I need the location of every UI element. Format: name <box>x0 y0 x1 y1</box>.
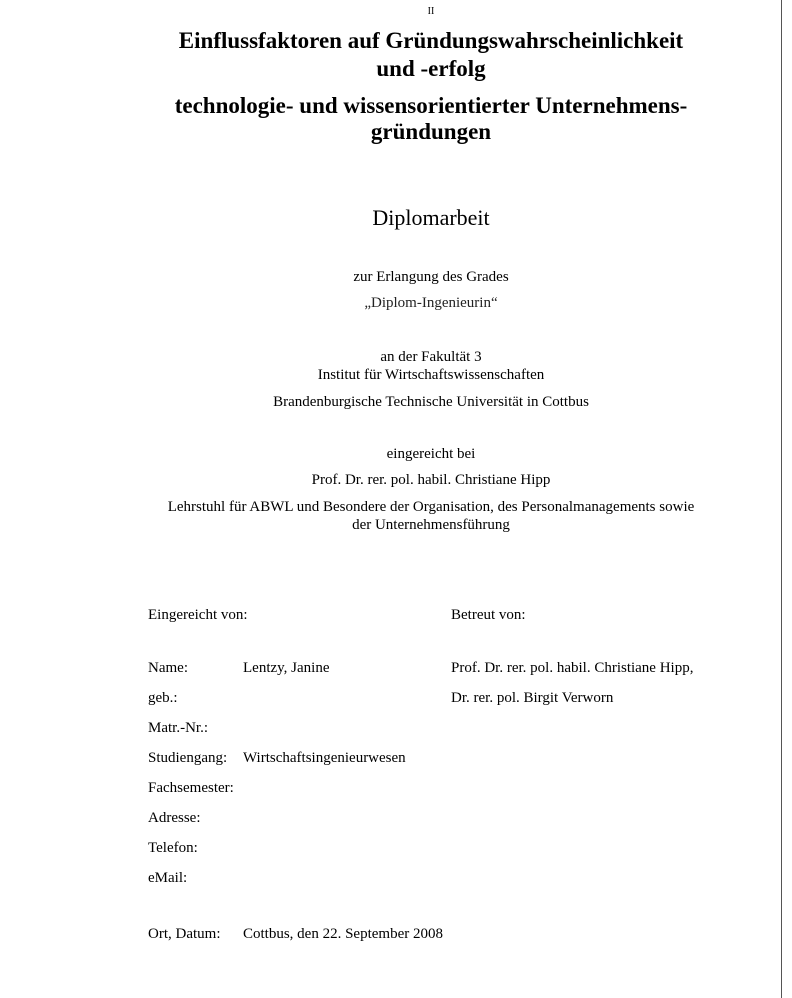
title-line-2: und -erfolg <box>376 56 486 81</box>
field-label-birth: geb.: <box>148 690 178 706</box>
field-value-name: Lentzy, Janine <box>243 660 330 676</box>
field-label-email: eMail: <box>148 870 188 886</box>
degree-name: „Diplom-Ingenieurin“ <box>364 295 498 311</box>
submission-professor: Prof. Dr. rer. pol. habil. Christiane Hipp <box>311 472 551 488</box>
field-label-semester: Fachsemester: <box>148 780 234 796</box>
field-label-name: Name: <box>148 660 188 676</box>
place-date-label: Ort, Datum: <box>148 926 221 942</box>
page-number: II <box>427 6 435 17</box>
university: Brandenburgische Technische Universität in Cottbus <box>273 394 589 410</box>
supervisor-2: Dr. rer. pol. Birgit Verworn <box>451 690 614 706</box>
supervisor-1: Prof. Dr. rer. pol. habil. Christiane Hipp, <box>451 660 694 676</box>
title-line-3: technologie- und wissensorientierter Unternehmens- <box>174 93 688 118</box>
faculty: an der Fakultät 3 <box>380 349 482 365</box>
field-label-address: Adresse: <box>148 810 201 826</box>
field-label-matriculation: Matr.-Nr.: <box>148 720 208 736</box>
field-label-program: Studiengang: <box>148 750 228 766</box>
title-line-1: Einflussfaktoren auf Gründungswahrscheinlichkeit <box>178 28 684 53</box>
submission-intro: eingereicht bei <box>386 446 476 462</box>
degree-intro: zur Erlangung des Grades <box>353 269 509 285</box>
place-date-value: Cottbus, den 22. September 2008 <box>243 926 443 942</box>
page-edge-line <box>781 0 782 998</box>
chair-line-1: Lehrstuhl für ABWL und Besondere der Organisation, des Personalmanagements sowie <box>167 499 695 515</box>
chair-line-2: der Unternehmensführung <box>352 517 510 533</box>
field-label-phone: Telefon: <box>148 840 198 856</box>
document-type: Diplomarbeit <box>372 205 490 230</box>
title-line-4: gründungen <box>370 119 492 144</box>
field-value-program: Wirtschaftsingenieurwesen <box>243 750 406 766</box>
supervised-by-heading: Betreut von: <box>451 607 526 623</box>
institute: Institut für Wirtschaftswissenschaften <box>317 367 545 383</box>
submitted-by-heading: Eingereicht von: <box>148 607 248 623</box>
